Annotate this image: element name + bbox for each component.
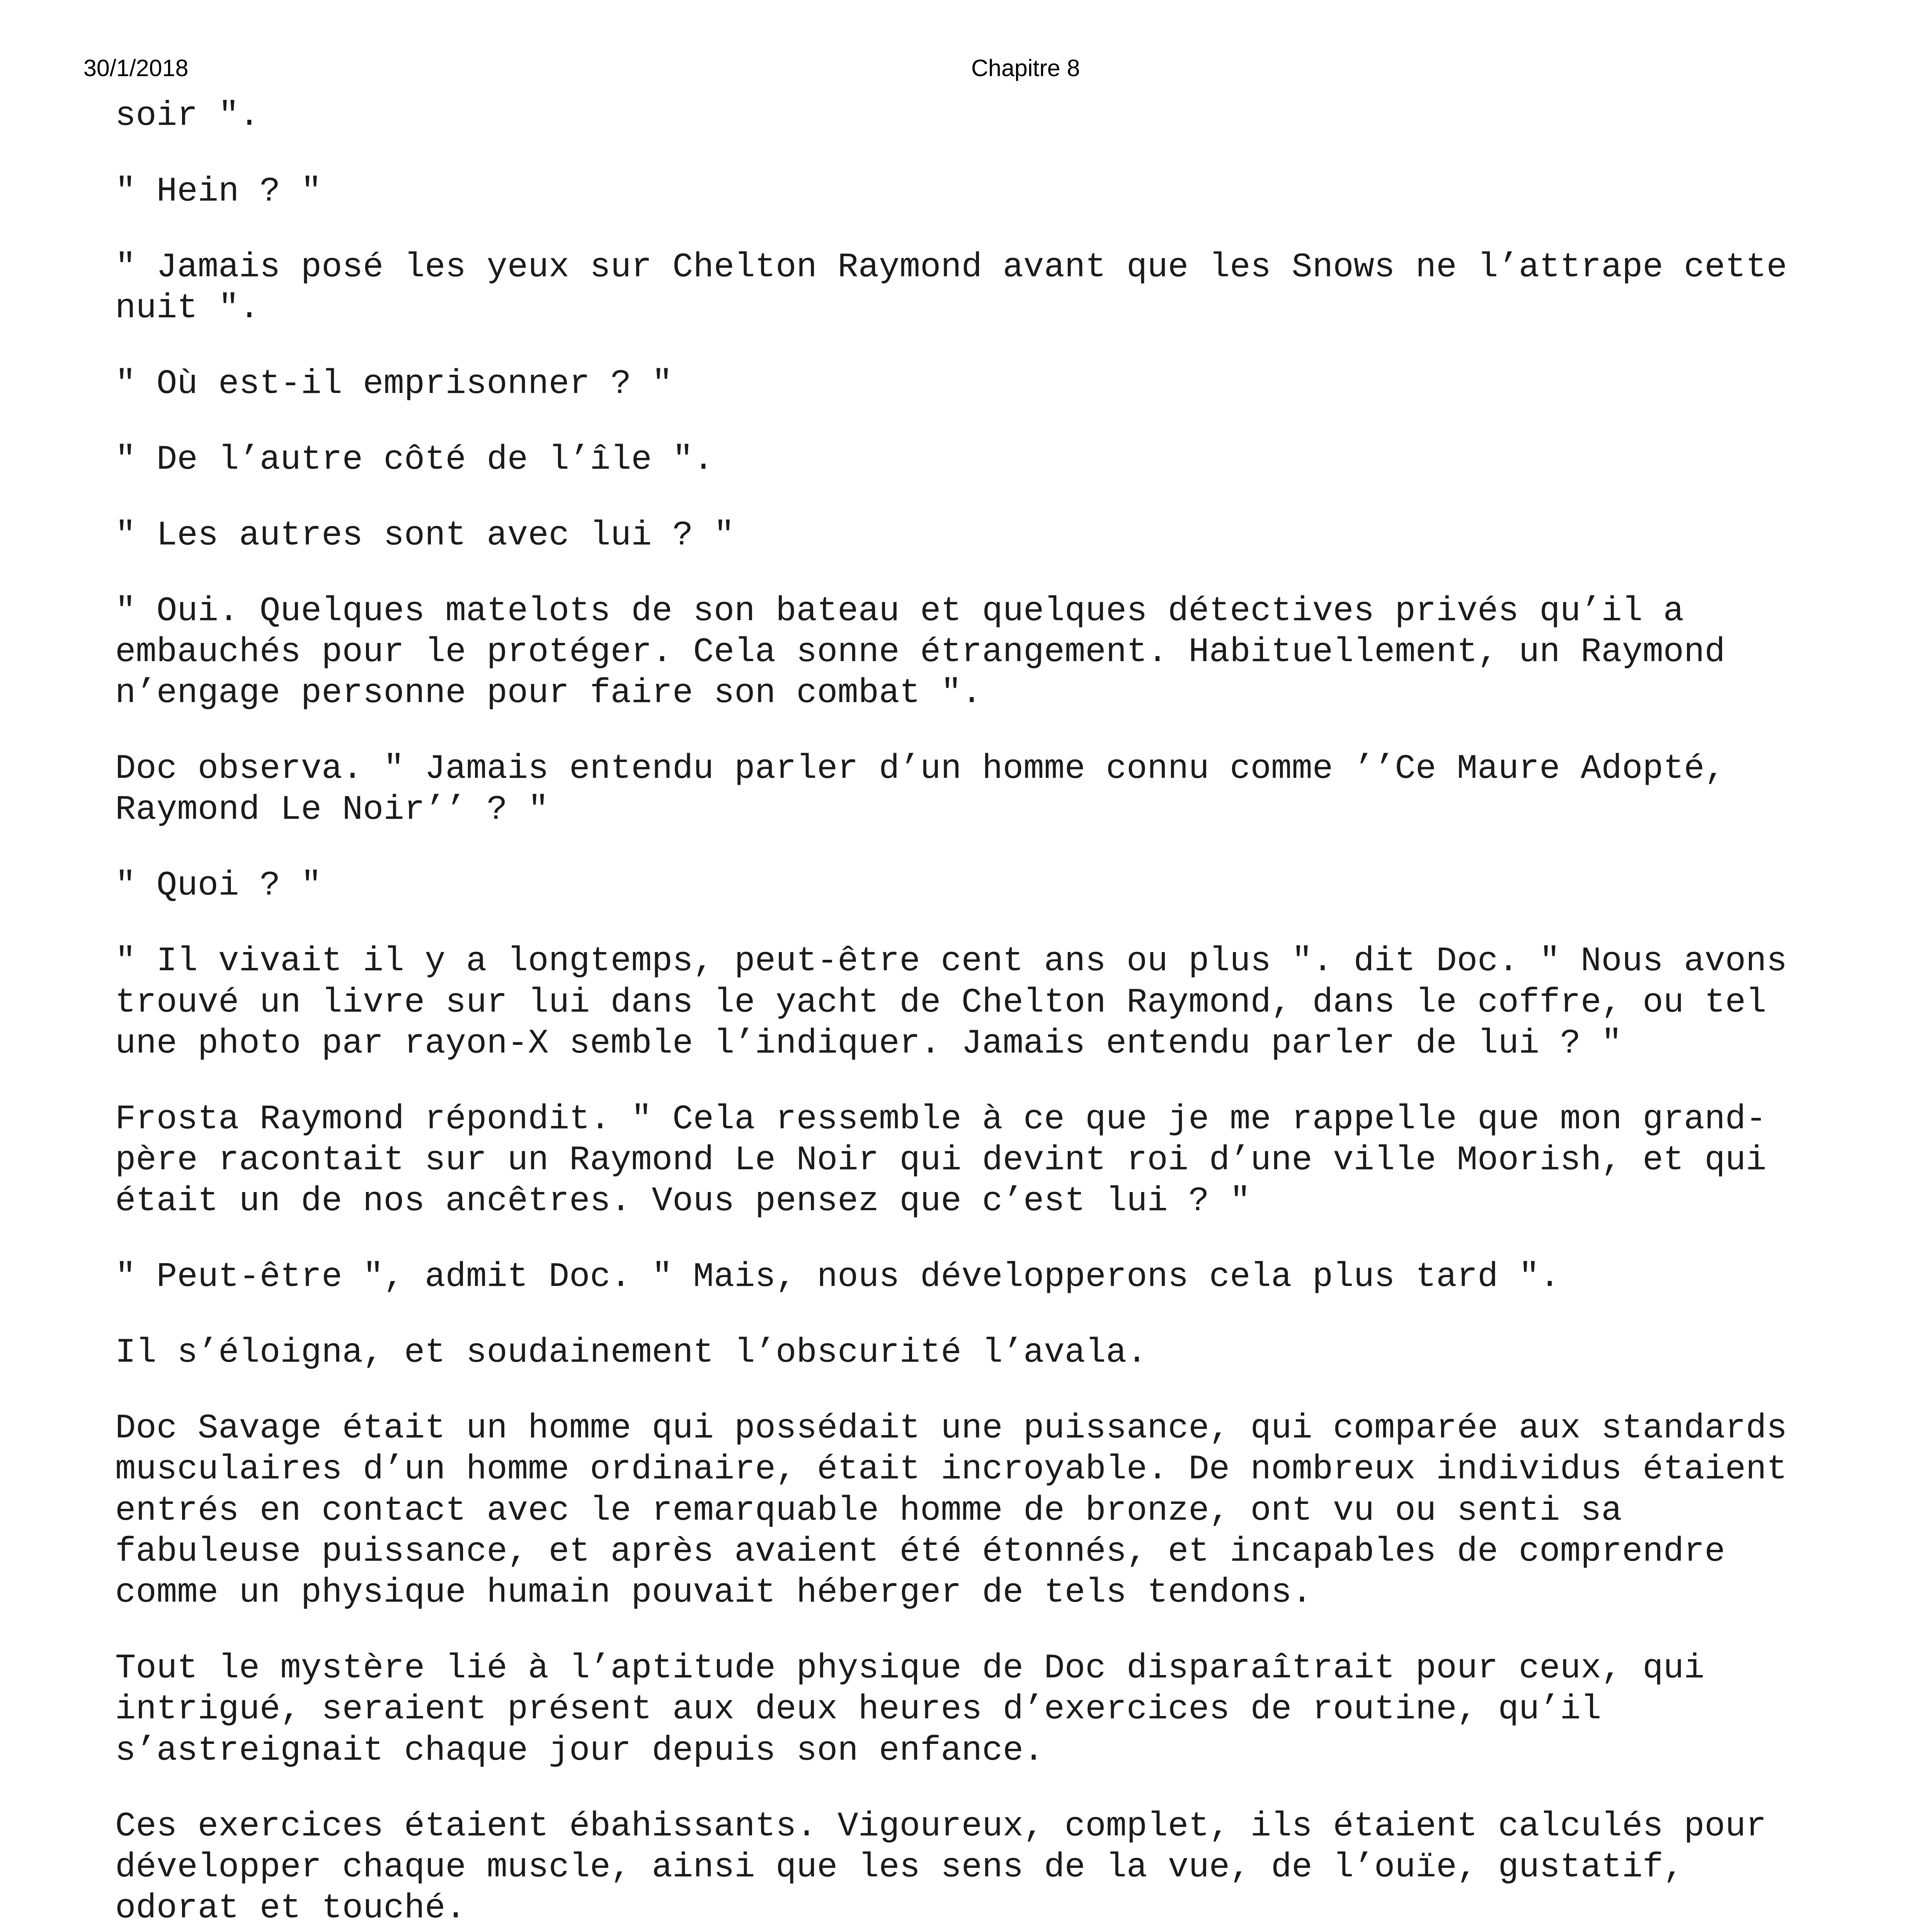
paragraph	[115, 1099, 1808, 1222]
text-line: embauchés pour le protéger. Cela sonne étrangement. Habituellement, un Raymond	[115, 632, 1725, 672]
text-line: " Il vivait il y a longtemps, peut-être cent ans ou plus ". dit Doc. " Nous avons	[115, 942, 1787, 981]
text-line: entrés en contact avec le remarquable homme de bronze, ont vu ou senti sa	[115, 1491, 1622, 1530]
text-line: père racontait sur un Raymond Le Noir qui devint roi d’une ville Moorish, et qui	[115, 1140, 1767, 1180]
paragraph	[115, 591, 1808, 714]
paragraph	[115, 1332, 1808, 1373]
text-line: " De l’autre côté de l’île ".	[115, 440, 714, 479]
text-line: comme un physique humain pouvait héberger de tels tendons.	[115, 1573, 1312, 1612]
text-line: " Les autres sont avec lui ? "	[115, 515, 735, 555]
paragraph	[115, 247, 1808, 329]
text-line: " Hein ? "	[115, 172, 322, 211]
text-line: Ces exercices étaient ébahissants. Vigoureux, complet, ils étaient calculés pour	[115, 1806, 1767, 1846]
paragraph	[115, 748, 1808, 831]
text-line: une photo par rayon-X semble l’indiquer. Jamais entendu parler de lui ? "	[115, 1024, 1622, 1063]
text-line: " Quoi ? "	[115, 866, 322, 905]
text-line: " Peut-être ", admit Doc. " Mais, nous développerons cela plus tard ".	[115, 1257, 1560, 1297]
text-line: soir ".	[115, 96, 260, 135]
chapter-text	[115, 95, 1808, 1932]
paragraph	[115, 171, 1808, 212]
print-date: 30/1/2018	[83, 55, 189, 81]
paragraph	[115, 95, 1808, 136]
paragraph	[115, 1648, 1808, 1771]
paragraph	[115, 941, 1808, 1064]
paragraph	[115, 865, 1808, 906]
text-line: " Où est-il emprisonner ? "	[115, 364, 673, 403]
text-line: Doc observa. " Jamais entendu parler d’un homme connu comme ’’Ce Maure Adopté,	[115, 749, 1725, 789]
text-line: Tout le mystère lié à l’aptitude physique de Doc disparaîtrait pour ceux, qui	[115, 1649, 1705, 1688]
text-line: était un de nos ancêtres. Vous pensez que c’est lui ? "	[115, 1182, 1251, 1221]
paragraph	[115, 439, 1808, 480]
text-line: intrigué, seraient présent aux deux heures d’exercices de routine, qu’il	[115, 1690, 1602, 1729]
text-line: odorat et touché.	[115, 1889, 466, 1928]
text-line: s’astreignait chaque jour depuis son enfance.	[115, 1731, 1044, 1770]
paragraph	[115, 515, 1808, 556]
paragraph	[115, 1257, 1808, 1298]
text-line: musculaires d’un homme ordinaire, était incroyable. De nombreux individus étaient	[115, 1450, 1787, 1489]
text-line: Raymond Le Noir’’ ? "	[115, 790, 549, 830]
text-line: Frosta Raymond répondit. " Cela ressemble à ce que je me rappelle que mon grand-	[115, 1099, 1767, 1139]
text-line: Il s’éloigna, et soudainement l’obscurité l’avala.	[115, 1333, 1147, 1372]
text-line: fabuleuse puissance, et après avaient été étonnés, et incapables de comprendre	[115, 1532, 1725, 1571]
paragraph	[115, 1408, 1808, 1613]
text-line: " Oui. Quelques matelots de son bateau et quelques détectives privés qu’il a	[115, 591, 1684, 631]
paragraph	[115, 364, 1808, 405]
text-line: Doc Savage était un homme qui possédait une puissance, qui comparée aux standards	[115, 1408, 1787, 1448]
text-line: " Jamais posé les yeux sur Chelton Raymond avant que les Snows ne l’attrape cette	[115, 247, 1787, 287]
paragraph	[115, 1806, 1808, 1929]
text-line: nuit ".	[115, 289, 260, 328]
page-title: Chapitre 8	[971, 55, 1080, 81]
text-line: trouvé un livre sur lui dans le yacht de Chelton Raymond, dans le coffre, ou tel	[115, 983, 1767, 1022]
text-line: n’engage personne pour faire son combat ".	[115, 673, 982, 713]
text-line: développer chaque muscle, ainsi que les sens de la vue, de l’ouïe, gustatif,	[115, 1847, 1684, 1887]
